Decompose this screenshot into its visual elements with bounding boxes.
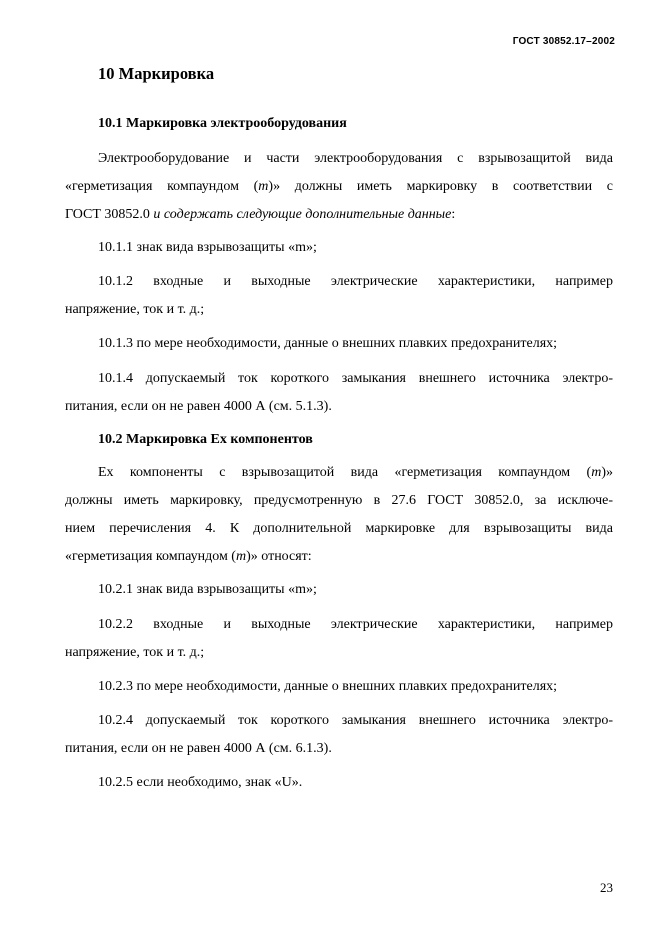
text-line: Ex компоненты с взрывозащитой вида «герметизация компаундом (m)» [98,465,613,480]
item-10-2-1: 10.2.1 знак вида взрывозащиты «m»; [98,582,317,597]
item-10-1-4 [65,365,613,421]
text-line: питания, если он не равен 4000 А (см. 6.1.3). [65,741,332,756]
subsection-title-10-2: 10.2 Маркировка Ex компонентов [98,432,313,447]
item-10-2-4 [65,707,613,763]
text-line: 10.1.2 входные и выходные электрические характеристики, например [98,274,613,289]
page-number: 23 [600,880,613,895]
paragraph-10-1-intro [65,145,613,229]
section-title: 10 Маркировка [98,64,215,83]
text-line: «герметизация компаундом (m)» относят: [65,549,312,564]
text-line: ГОСТ 30852.0 и содержать следующие дополнительные данные: [65,207,456,222]
item-10-2-5: 10.2.5 если необходимо, знак «U». [98,775,303,790]
text-line: должны иметь маркировку, предусмотренную в 27.6 ГОСТ 30852.0, за исключе- [65,493,613,508]
item-10-1-2 [65,268,613,324]
text-line: 10.2.4 допускаемый ток короткого замыкания внешнего источника электро- [98,713,613,728]
text-line: напряжение, ток и т. д.; [65,645,205,660]
text-line: 10.2.2 входные и выходные электрические характеристики, например [98,617,613,632]
item-10-1-3: 10.1.3 по мере необходимости, данные о внешних плавких предохранителях; [98,336,558,351]
item-10-1-1: 10.1.1 знак вида взрывозащиты «m»; [98,240,317,255]
text-line: напряжение, ток и т. д.; [65,302,205,317]
subsection-title-10-1: 10.1 Маркировка электрооборудования [98,116,347,131]
paragraph-10-2-intro [65,459,613,571]
item-10-2-3: 10.2.3 по мере необходимости, данные о внешних плавких предохранителях; [98,679,558,694]
document-code-header: ГОСТ 30852.17–2002 [512,36,615,47]
text-line: питания, если он не равен 4000 А (см. 5.1.3). [65,399,332,414]
text-line: Электрооборудование и части электрооборудования с взрывозащитой вида [98,151,613,166]
text-line: 10.1.4 допускаемый ток короткого замыкания внешнего источника электро- [98,371,613,386]
text-line: нием перечисления 4. К дополнительной маркировке для взрывозащиты вида [65,521,613,536]
text-line: «герметизация компаундом (m)» должны иметь маркировку в соответствии с [65,179,613,194]
item-10-2-2 [65,611,613,667]
